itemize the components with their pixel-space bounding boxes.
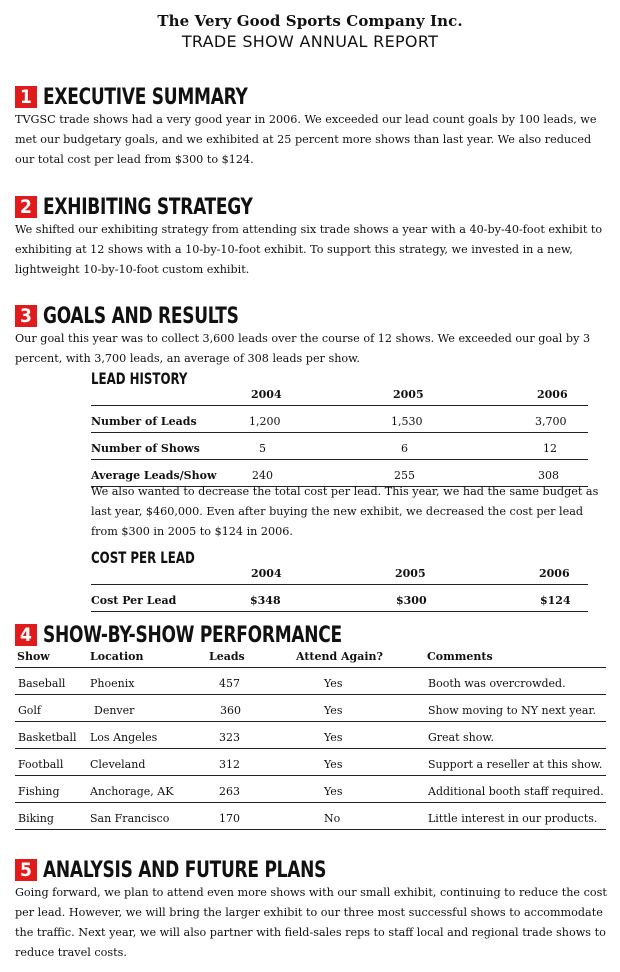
lead-history-table [91, 369, 588, 487]
cell-location: Denver [94, 704, 135, 717]
section-number: 2 [15, 196, 37, 218]
section-executive-summary [15, 84, 608, 170]
section-number: 4 [15, 624, 37, 646]
row-label: Average Leads/Show [91, 469, 217, 482]
lead-history-title: LEAD HISTORY [91, 369, 188, 388]
section-title: EXHIBITING STRATEGY [43, 194, 253, 220]
year-header: 2005 [395, 567, 426, 580]
table-header-row [15, 651, 606, 668]
cell-show: Baseball [18, 677, 66, 690]
section-text: We shifted our exhibiting strategy from attending six trade shows a year with a 40-by-40-foot exhibit to exhibiting at 12 shows with a 10-by-10-foot exhibit. To support this strategy, we invested in a new, lightweight 10-by-10-foot custom exhibit. [15, 223, 603, 276]
performance-table [15, 651, 606, 830]
section-heading [15, 303, 608, 329]
section-heading [15, 194, 608, 220]
company-name: The Very Good Sports Company Inc. [157, 12, 463, 30]
column-header: Leads [209, 650, 245, 663]
row-label: Cost Per Lead [91, 594, 177, 607]
cell-attend: Yes [324, 785, 343, 798]
cell-location: San Francisco [90, 812, 170, 825]
cell-value: 1,200 [249, 415, 281, 428]
report-header [0, 0, 620, 51]
cell-value: 240 [252, 469, 273, 482]
section-text: Our goal this year was to collect 3,600 leads over the course of 12 shows. We exceeded our goal by 3 percent, with 3,700 leads, an average of 308 leads per show. [15, 332, 591, 365]
cell-value: 12 [543, 442, 557, 455]
table-row [15, 695, 606, 722]
cell-attend: Yes [324, 704, 343, 717]
cell-attend: Yes [324, 677, 343, 690]
table-row [15, 749, 606, 776]
column-header: Location [90, 650, 144, 663]
cell-value: $124 [540, 594, 571, 607]
cell-location: Anchorage, AK [90, 785, 174, 798]
cell-comments: Little interest in our products. [428, 812, 598, 825]
section-number: 1 [15, 86, 37, 108]
section-number: 3 [15, 305, 37, 327]
cell-leads: 323 [219, 731, 240, 744]
cell-location: Cleveland [90, 758, 146, 771]
table-row [15, 722, 606, 749]
cell-attend: Yes [324, 758, 343, 771]
year-header: 2004 [251, 567, 282, 580]
section-title: SHOW-BY-SHOW PERFORMANCE [43, 622, 342, 648]
section-analysis-future [15, 857, 608, 963]
cost-text: We also wanted to decrease the total cost per lead. This year, we had the same budget as last year, $460,000. Even after buying the new exhibit, we decreased the cost per lead from $300 in 2005 to $124 in 2006. [91, 485, 599, 538]
section-number: 5 [15, 859, 37, 881]
section-title: GOALS AND RESULTS [43, 303, 239, 329]
cell-show: Biking [18, 812, 54, 825]
cell-show: Basketball [18, 731, 77, 744]
cell-value: $300 [396, 594, 427, 607]
cell-attend: No [324, 812, 341, 825]
section-goals-results [15, 303, 608, 369]
year-header: 2004 [251, 388, 282, 401]
section-show-performance [15, 622, 608, 648]
table-row [15, 776, 606, 803]
cell-leads: 457 [219, 677, 240, 690]
cell-leads: 263 [219, 785, 240, 798]
year-header: 2006 [539, 567, 570, 580]
section-heading [15, 857, 608, 883]
row-label: Number of Shows [91, 442, 200, 455]
cell-value: 308 [538, 469, 559, 482]
cell-value: 255 [394, 469, 415, 482]
cell-leads: 170 [219, 812, 240, 825]
table-row [91, 433, 588, 460]
cell-attend: Yes [324, 731, 343, 744]
table-row [91, 585, 588, 612]
cell-comments: Great show. [428, 731, 494, 744]
section-heading [15, 622, 608, 648]
cell-comments: Booth was overcrowded. [428, 677, 566, 690]
table-header-row [91, 566, 588, 585]
section-text: TVGSC trade shows had a very good year in 2006. We exceeded our lead count goals by 100 leads, we met our budgetary goals, and we exhibited at 25 percent more shows than last year. We also reduced our total cost per lead from $300 to $124. [15, 113, 597, 166]
cell-leads: 360 [220, 704, 241, 717]
section-text: Going forward, we plan to attend even more shows with our small exhibit, continuing to reduce the cost per lead. However, we will bring the larger exhibit to our three most successful shows to accommodate the traffic. Next year, we will also partner with field-sales reps to staff local and regional trade shows to reduce travel costs. [15, 886, 607, 959]
table-row [15, 803, 606, 830]
section-exhibiting-strategy [15, 194, 608, 280]
year-header: 2005 [393, 388, 424, 401]
cell-location: Los Angeles [90, 731, 158, 744]
report-title: TRADE SHOW ANNUAL REPORT [181, 32, 439, 51]
row-label: Number of Leads [91, 415, 197, 428]
section-title: ANALYSIS AND FUTURE PLANS [43, 857, 327, 883]
cell-location: Phoenix [90, 677, 135, 690]
column-header: Comments [427, 650, 493, 663]
cell-value: 5 [259, 442, 266, 455]
year-header: 2006 [537, 388, 568, 401]
section-heading [15, 84, 608, 110]
cell-value: 3,700 [535, 415, 567, 428]
cell-show: Golf [18, 704, 41, 717]
cell-comments: Support a reseller at this show. [428, 758, 603, 771]
cell-comments: Additional booth staff required. [428, 785, 604, 798]
cell-leads: 312 [219, 758, 240, 771]
table-row [91, 406, 588, 433]
cell-show: Football [18, 758, 64, 771]
cost-per-lead-title: COST PER LEAD [91, 548, 195, 567]
section-title: EXECUTIVE SUMMARY [43, 84, 248, 110]
cell-value: 6 [401, 442, 408, 455]
table-header-row [91, 387, 588, 406]
column-header: Show [17, 650, 50, 663]
cell-show: Fishing [18, 785, 60, 798]
cell-value: $348 [250, 594, 281, 607]
cost-per-lead-table [91, 548, 588, 612]
cell-value: 1,530 [391, 415, 423, 428]
column-header: Attend Again? [296, 650, 383, 663]
cell-comments: Show moving to NY next year. [428, 704, 597, 717]
table-row [15, 668, 606, 695]
